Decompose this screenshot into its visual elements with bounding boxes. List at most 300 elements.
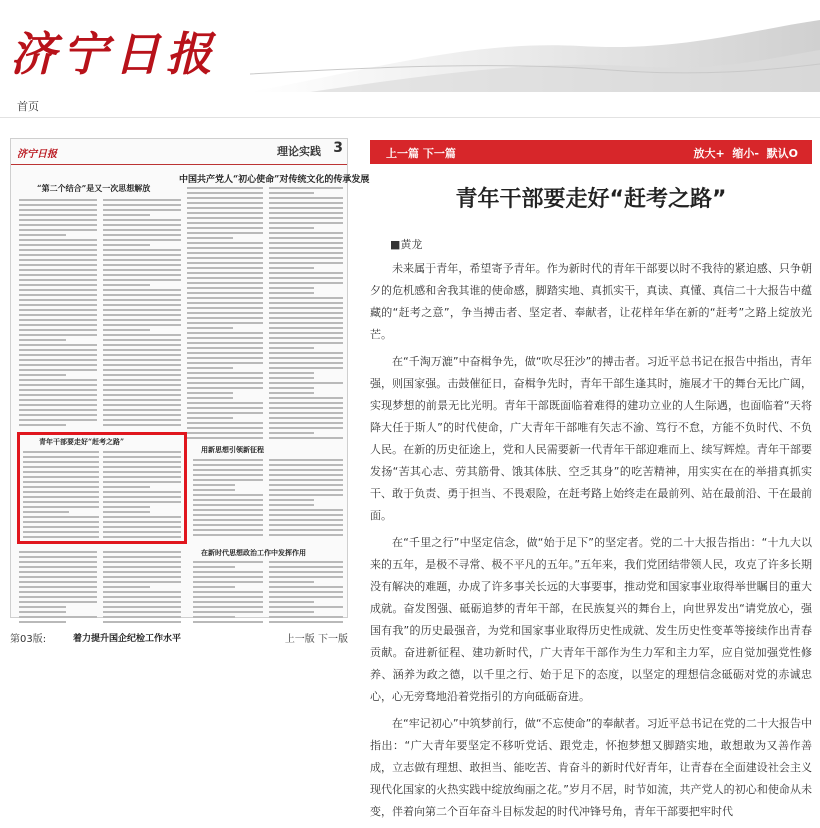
thumbnail-text-line (187, 302, 263, 304)
thumbnail-text-line (193, 524, 263, 526)
thumbnail-text-line (103, 229, 181, 231)
thumbnail-text-line (19, 344, 97, 346)
thumbnail-text-line (187, 277, 263, 279)
thumbnail-text-line (269, 332, 343, 334)
thumbnail-text-line (103, 234, 181, 236)
thumbnail-text-line (103, 576, 181, 578)
thumbnail-text-line (103, 374, 181, 376)
thumbnail-text-line (269, 267, 314, 269)
thumbnail-text-line (187, 312, 263, 314)
thumbnail-text-line (269, 464, 343, 466)
version-label: 第03版: (10, 634, 47, 645)
thumbnail-text-line (187, 362, 263, 364)
thumbnail-headline[interactable]: “第二个结合”是又一次思想解放 (37, 183, 151, 193)
thumbnail-text-line (187, 347, 263, 349)
thumbnail-text-line (103, 219, 181, 221)
thumbnail-text-line (103, 264, 181, 266)
thumbnail-text-line (19, 219, 97, 221)
thumbnail-text-line (19, 339, 66, 341)
thumbnail-text-line (19, 204, 97, 206)
thumbnail-text-line (187, 267, 263, 269)
zoom-in-button[interactable]: 放大+ (693, 147, 725, 160)
thumbnail-text-line (103, 319, 181, 321)
thumbnail-text-line (103, 606, 181, 608)
thumbnail-text-line (193, 514, 263, 516)
thumbnail-text-line (103, 596, 181, 598)
article-toolbar (370, 140, 812, 164)
thumbnail-text-line (103, 274, 181, 276)
thumbnail-text-line (193, 586, 235, 588)
thumbnail-text-line (269, 352, 343, 354)
thumbnail-text-line (187, 292, 263, 294)
thumbnail-text-line (269, 262, 343, 264)
thumbnail-text-line (187, 427, 263, 429)
thumbnail-text-line (19, 294, 97, 296)
thumbnail-text-line (269, 367, 343, 369)
thumbnail-text-line (269, 202, 343, 204)
thumbnail-text-line (187, 212, 263, 214)
thumbnail-text-line (269, 479, 343, 481)
thumbnail-text-line (19, 586, 97, 588)
thumbnail-text-line (269, 392, 314, 394)
thumbnail-text-line (103, 394, 181, 396)
thumbnail-text-line (187, 252, 263, 254)
thumbnail-text-line (19, 319, 97, 321)
thumbnail-text-line (269, 412, 343, 414)
thumbnail-text-line (269, 504, 314, 506)
article-author: ■黄龙 (390, 238, 423, 251)
thumbnail-text-line (193, 534, 263, 536)
article-body (370, 258, 812, 828)
thumbnail-page-number: 3 (333, 140, 343, 156)
thumbnail-text-line (193, 499, 263, 501)
thumbnail-text-line (103, 289, 181, 291)
thumbnail-text-line (103, 581, 181, 583)
thumbnail-text-line (19, 224, 97, 226)
thumbnail-text-line (187, 197, 263, 199)
thumbnail-text-line (19, 329, 97, 331)
thumbnail-text-line (187, 387, 263, 389)
thumbnail-text-line (19, 571, 97, 573)
thumbnail-text-line (269, 307, 343, 309)
thumbnail-text-line (187, 207, 263, 209)
thumbnail-text-line (269, 277, 343, 279)
header-wave-graphic (250, 0, 820, 92)
thumbnail-text-line (269, 232, 343, 234)
thumbnail-text-line (269, 576, 343, 578)
thumbnail-text-line (19, 244, 97, 246)
thumbnail-text-line (19, 616, 97, 618)
thumbnail-text-line (19, 394, 97, 396)
thumbnail-text-line (269, 509, 343, 511)
thumbnail-text-line (269, 474, 343, 476)
thumbnail-text-line (103, 354, 181, 356)
thumbnail-text-line (269, 327, 343, 329)
thumbnail-text-line (103, 621, 181, 623)
thumbnail-text-line (103, 424, 181, 426)
thumbnail-text-line (187, 237, 233, 239)
thumbnail-text-line (103, 239, 181, 241)
thumbnail-text-line (103, 249, 181, 251)
thumbnail-text-line (103, 259, 181, 261)
thumbnail-text-line (187, 337, 263, 339)
default-size-button[interactable]: 默认O (766, 147, 798, 160)
thumbnail-text-line (103, 571, 181, 573)
thumbnail-text-line (187, 297, 263, 299)
article-paragraph: 在“千淘万漉”中奋楫争先，做“吹尽狂沙”的搏击者。习近平总书记在报告中指出，青年强，则国家强。击鼓催征日，奋楫争先时，青年干部生逢其时，施展才干的舞台无比广阔，实现梦想的前景无比光明。青年干部既面临着难得的建功立业的人生际遇，也面临着“天将降大任于斯人”的时代使命，广大青年干部唯有矢志不渝、笃行不怠，方能不负时代、不负人民。在新的历史征途上，党和人民需要新一代青年干部迎难而上、续写辉煌。青年干部要发扬“苦其心志、劳其筋骨、饿其体肤、空乏其身”的吃苦精神，用实实在在的举措真抓实干、敢于负责、勇于担当、不畏艰险，在赶考路上始终走在最前列、站在最前沿、干在最前面。 (370, 355, 812, 522)
thumbnail-text-line (187, 232, 263, 234)
thumbnail-text-line (269, 601, 314, 603)
thumbnail-text-line (269, 217, 343, 219)
thumbnail-text-line (269, 514, 343, 516)
thumbnail-text-line (193, 596, 263, 598)
thumbnail-text-line (103, 414, 181, 416)
thumbnail-text-line (269, 252, 343, 254)
thumbnail-text-line (19, 591, 97, 593)
next-version-link[interactable]: 下一版 (318, 634, 348, 645)
thumbnail-text-line (103, 334, 181, 336)
prev-version-link[interactable]: 上一版 (284, 634, 315, 645)
thumbnail-text-line (269, 322, 343, 324)
thumbnail-text-line (187, 222, 263, 224)
thumbnail-text-line (187, 397, 233, 399)
thumbnail-headline[interactable]: 在新时代思想政治工作中发挥作用 (201, 548, 306, 557)
masthead (0, 0, 820, 92)
thumbnail-text-line (103, 601, 181, 603)
thumbnail-text-line (103, 279, 181, 281)
thumbnail-text-line (187, 367, 233, 369)
thumbnail-text-line (187, 352, 263, 354)
thumbnail-text-line (19, 404, 97, 406)
thumbnail-text-line (187, 227, 263, 229)
thumbnail-text-line (269, 616, 343, 618)
thumbnail-text-line (19, 279, 97, 281)
thumbnail-text-line (187, 437, 263, 439)
thumbnail-text-line (187, 372, 263, 374)
article-paragraph: 在“牢记初心”中筑梦前行，做“不忘使命”的奉献者。习近平总书记在党的二十大报告中指出：“广大青年要坚定不移听党话、跟党走，怀抱梦想又脚踏实地，敢想敢为又善作善成，立志做有理想、敢担当、能吃苦、肯奋斗的新时代好青年，让青春在全面建设社会主义现代化国家的火热实践中绽放绚丽之花。”岁月不居，时节如流，共产党人的初心和使命从未变，伴着向第二个百年奋斗目标发起的时代冲锋号角，青年干部要把牢时代 (370, 717, 812, 818)
thumbnail-text-line (19, 364, 97, 366)
thumbnail-text-line (187, 257, 263, 259)
thumbnail-text-line (103, 399, 181, 401)
thumbnail-text-line (103, 214, 150, 216)
thumbnail-text-line (193, 571, 263, 573)
thumbnail-text-line (19, 199, 97, 201)
thumbnail-text-line (269, 317, 343, 319)
thumbnail-text-line (269, 417, 343, 419)
thumbnail-text-line (269, 342, 343, 344)
thumbnail-text-line (193, 591, 263, 593)
thumbnail-text-line (187, 332, 263, 334)
thumbnail-text-line (103, 404, 181, 406)
thumbnail-text-line (193, 621, 263, 623)
thumbnail-text-line (103, 314, 181, 316)
thumbnail-text-line (269, 621, 343, 623)
thumbnail-text-line (103, 294, 181, 296)
prev-article-link[interactable]: 上一篇 (386, 147, 419, 160)
thumbnail-text-line (187, 377, 263, 379)
thumbnail-headline[interactable]: 中国共产党人“初心使命”对传统文化的传承发展 (179, 175, 370, 185)
thumbnail-text-line (103, 616, 181, 618)
thumbnail-text-line (19, 419, 97, 421)
thumbnail-text-line (269, 387, 314, 389)
thumbnail-text-line (187, 422, 263, 424)
thumbnail-text-line (103, 284, 150, 286)
article-title: 青年干部要走好“赶考之路” (455, 187, 727, 212)
thumbnail-text-line (269, 586, 343, 588)
thumbnail-text-line (193, 459, 263, 461)
thumbnail-text-line (103, 339, 181, 341)
thumbnail-text-line (187, 412, 263, 414)
thumbnail-text-line (269, 581, 314, 583)
thumbnail-text-line (103, 591, 181, 593)
thumbnail-text-line (269, 197, 343, 199)
thumbnail-text-line (19, 209, 97, 211)
thumbnail-text-line (103, 209, 181, 211)
thumbnail-text-line (19, 359, 97, 361)
thumbnail-text-line (269, 402, 343, 404)
thumbnail-text-line (269, 494, 343, 496)
thumbnail-text-line (19, 561, 97, 563)
thumbnail-text-line (269, 297, 343, 299)
thumbnail-text-line (193, 504, 263, 506)
thumbnail-text-line (193, 509, 263, 511)
thumbnail-text-line (269, 499, 314, 501)
thumbnail-text-line (187, 382, 263, 384)
thumbnail-text-line (187, 202, 263, 204)
thumbnail-text-line (269, 534, 343, 536)
thumbnail-text-line (19, 409, 97, 411)
thumbnail-text-line (269, 611, 314, 613)
thumbnail-text-line (19, 379, 97, 381)
thumbnail-text-line (269, 397, 343, 399)
thumbnail-headline[interactable]: 用新思想引领新征程 (201, 445, 264, 454)
thumbnail-text-line (187, 327, 233, 329)
thumbnail-text-line (269, 312, 343, 314)
thumbnail-text-line (19, 274, 97, 276)
thumbnail-text-line (269, 287, 314, 289)
thumbnail-header (11, 139, 347, 165)
thumbnail-text-line (103, 611, 181, 613)
thumbnail-text-line (19, 399, 97, 401)
next-article-link[interactable]: 下一篇 (422, 147, 456, 160)
thumbnail-text-line (269, 519, 343, 521)
thumbnail-text-line (193, 606, 263, 608)
thumbnail-text-line (187, 242, 263, 244)
site-logo[interactable]: 济宁日报 (10, 27, 218, 81)
thumbnail-text-line (103, 409, 181, 411)
thumbnail-text-line (103, 329, 150, 331)
thumbnail-text-line (19, 556, 97, 558)
thumbnail-text-line (19, 611, 66, 613)
thumbnail-text-line (103, 379, 181, 381)
thumbnail-text-line (103, 199, 181, 201)
thumbnail-text-line (19, 234, 66, 236)
thumbnail-text-line (269, 212, 343, 214)
thumbnail-text-line (19, 621, 66, 623)
thumbnail-text-line (193, 611, 263, 613)
thumbnail-text-line (19, 414, 97, 416)
version-nav (285, 630, 348, 645)
thumbnail-text-line (269, 591, 343, 593)
thumbnail-text-line (19, 229, 97, 231)
thumbnail-text-line (103, 419, 181, 421)
thumbnail-text-line (269, 427, 343, 429)
thumbnail-text-line (19, 576, 97, 578)
thumbnail-text-line (103, 389, 181, 391)
thumbnail-text-line (19, 239, 97, 241)
thumbnail-text-line (103, 369, 181, 371)
thumbnail-text-line (19, 581, 97, 583)
thumbnail-text-line (193, 494, 263, 496)
thumbnail-text-line (269, 207, 343, 209)
thumbnail-text-line (19, 264, 97, 266)
thumbnail-text-line (19, 596, 97, 598)
thumbnail-text-line (103, 324, 181, 326)
thumbnail-text-line (19, 369, 97, 371)
thumbnail-text-line (187, 192, 263, 194)
thumbnail-text-line (193, 529, 263, 531)
thumbnail-text-line (187, 432, 263, 434)
thumbnail-text-line (19, 214, 97, 216)
thumbnail-text-line (19, 254, 97, 256)
thumbnail-text-line (187, 417, 233, 419)
thumbnail-text-line (187, 317, 263, 319)
thumbnail-text-line (187, 287, 263, 289)
thumbnail-text-line (193, 581, 263, 583)
thumbnail-text-line (103, 269, 181, 271)
thumbnail-text-line (193, 474, 263, 476)
thumbnail-text-line (19, 304, 97, 306)
thumbnail-text-line (19, 324, 97, 326)
thumbnail-text-line (269, 242, 343, 244)
thumbnail-text-line (269, 347, 314, 349)
thumbnail-text-line (103, 349, 181, 351)
thumbnail-text-line (103, 359, 181, 361)
thumbnail-text-line (103, 364, 181, 366)
thumbnail-text-line (19, 249, 97, 251)
thumbnail-text-line (269, 302, 343, 304)
thumbnail-text-line (103, 224, 181, 226)
thumbnail-text-line (269, 484, 343, 486)
thumbnail-text-line (187, 217, 263, 219)
thumbnail-text-line (103, 304, 181, 306)
thumbnail-text-line (193, 464, 263, 466)
thumbnail-text-line (103, 244, 150, 246)
thumbnail-text-line (193, 561, 263, 563)
thumbnail-text-line (187, 247, 263, 249)
zoom-out-button[interactable]: 缩小- (732, 147, 759, 160)
thumbnail-text-line (19, 389, 97, 391)
article-paragraph: 未来属于青年，希望寄予青年。作为新时代的青年干部要以时不我待的紧迫感、只争朝夕的危机感和舍我其谁的使命感，脚踏实地、真抓实干，真读、真懂、真信二十大报告中蕴藏的“赶考之意”，争当搏击者、坚定者、奉献者，让花样年华在新的“赶考”之路上绽放光芒。 (370, 262, 812, 341)
thumbnail-text-line (269, 362, 343, 364)
thumbnail-text-line (103, 254, 181, 256)
thumbnail-text-line (19, 354, 97, 356)
thumbnail-text-line (187, 357, 263, 359)
thumbnail-text-line (269, 257, 343, 259)
thumbnail-text-line (103, 586, 150, 588)
thumbnail-text-line (269, 459, 343, 461)
selected-article-highlight[interactable] (17, 432, 187, 544)
thumbnail-text-line (19, 349, 97, 351)
thumbnail-text-line (269, 192, 314, 194)
thumbnail-headline[interactable]: 青年干部要走好“赶考之路” (39, 437, 125, 446)
thumbnail-text-line (103, 204, 181, 206)
thumbnail-text-line (187, 187, 263, 189)
thumbnail-text-line (19, 299, 97, 301)
thumbnail-text-line (269, 377, 314, 379)
thumbnail-text-line (103, 556, 181, 558)
thumbnail-text-line (187, 272, 263, 274)
thumbnail-text-line (269, 282, 343, 284)
thumbnail-text-line (187, 342, 263, 344)
article-paragraph: 在“千里之行”中坚定信念，做“始于足下”的坚定者。党的二十大报告指出：“十九大以来的五年，是极不寻常、极不平凡的五年。”五年来，我们党团结带领人民，攻克了许多长期没有解决的难题，办成了许多事关长远的大事要事，推动党和国家事业取得举世瞩目的重大成就。奋发图强、砥砺追梦的青年干部，在民族复兴的舞台上，向世界发出“请党放心，强国有我”的历史最强音，为党和国家事业取得历史性成就、发生历史性变革等接续作出青春贡献。奋进新征程、建功新时代，广大青年干部作为生力军和主力军，应自觉加强党性修养、涵养为政之德，以千里之行、始于足下的态度，以坚定的理想信念砥砺对党的赤诚忠心，心无旁骛地沿着党指引的方向砥砺奋进。 (370, 536, 812, 703)
thumbnail-text-line (269, 469, 343, 471)
thumbnail-text-line (193, 469, 263, 471)
thumbnail-text-line (269, 422, 343, 424)
thumbnail-text-line (269, 382, 343, 384)
thumbnail-text-line (19, 314, 97, 316)
thumbnail-text-line (187, 392, 233, 394)
thumbnail-text-line (187, 407, 263, 409)
thumbnail-text-line (269, 437, 343, 439)
thumbnail-text-line (19, 374, 66, 376)
thumbnail-text-line (269, 227, 314, 229)
thumbnail-text-line (187, 262, 263, 264)
thumbnail-text-line (269, 357, 343, 359)
thumbnail-text-line (269, 407, 343, 409)
thumbnail-text-line (193, 519, 263, 521)
thumbnail-logo: 济宁日报 (17, 149, 57, 160)
thumbnail-text-line (19, 551, 97, 553)
thumbnail-text-line (269, 337, 343, 339)
thumbnail-text-line (19, 309, 97, 311)
thumbnail-text-line (269, 606, 343, 608)
thumbnail-text-line (19, 601, 97, 603)
thumbnail-text-line (269, 561, 343, 563)
thumbnail-text-line (103, 344, 181, 346)
thumbnail-text-line (19, 334, 97, 336)
thumbnail-text-line (269, 524, 343, 526)
thumbnail-text-line (19, 269, 97, 271)
thumbnail-text-line (19, 259, 97, 261)
thumbnail-headline[interactable]: 着力提升国企纪检工作水平 (73, 634, 182, 644)
thumbnail-text-line (269, 571, 343, 573)
thumbnail-text-line (193, 601, 263, 603)
thumbnail-text-line (103, 384, 181, 386)
thumbnail-text-line (193, 616, 235, 618)
thumbnail-text-line (193, 489, 235, 491)
thumbnail-text-line (193, 484, 235, 486)
thumbnail-text-line (193, 479, 263, 481)
thumbnail-text-line (193, 576, 263, 578)
thumbnail-text-line (19, 424, 66, 426)
thumbnail-text-line (103, 561, 181, 563)
thumbnail-text-line (193, 566, 235, 568)
thumbnail-text-line (19, 606, 66, 608)
thumbnail-text-line (103, 299, 181, 301)
nav-home-link[interactable]: 首页 (17, 100, 39, 113)
thumbnail-text-line (269, 237, 343, 239)
thumbnail-text-line (19, 289, 97, 291)
thumbnail-text-line (103, 309, 181, 311)
thumbnail-text-line (269, 596, 343, 598)
thumbnail-text-line (19, 566, 97, 568)
thumbnail-text-line (269, 292, 314, 294)
thumbnail-text-line (269, 272, 343, 274)
thumbnail-section-title: 理论实践 (277, 145, 321, 158)
thumbnail-text-line (187, 322, 263, 324)
top-nav (0, 92, 820, 118)
